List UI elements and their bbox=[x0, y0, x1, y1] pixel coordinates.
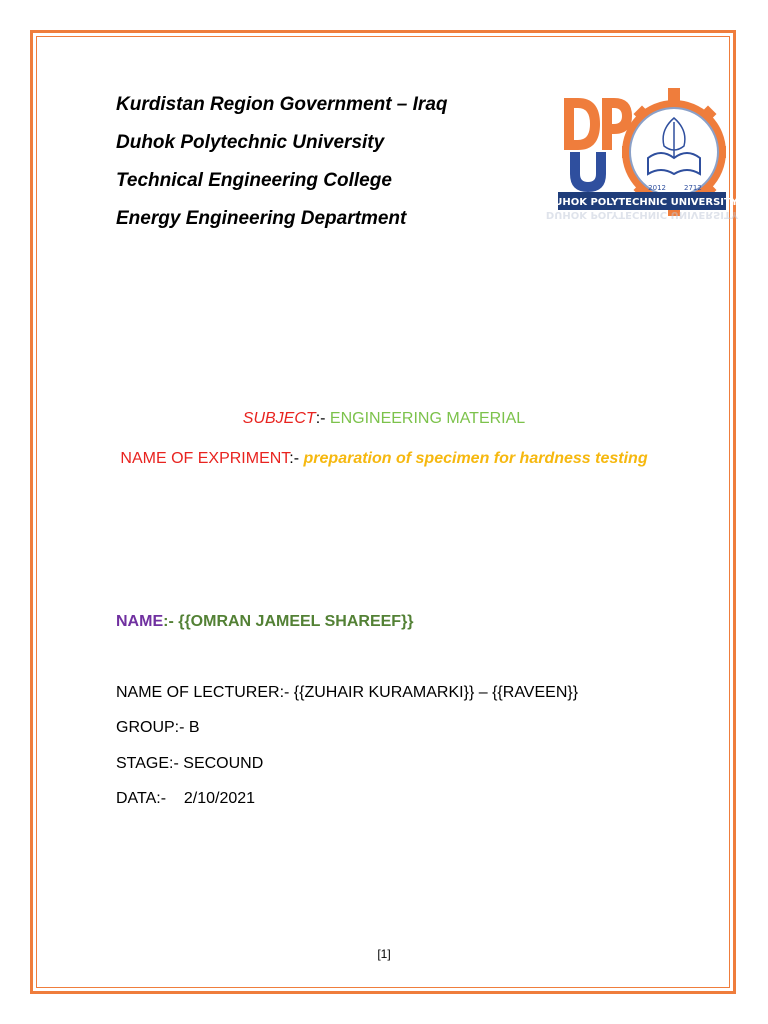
experiment-value: preparation of specimen for hardness testing bbox=[303, 450, 648, 467]
stage-line: STAGE:- SECOUND bbox=[116, 755, 264, 772]
subject-value: ENGINEERING MATERIAL bbox=[329, 410, 526, 427]
logo-letters bbox=[564, 98, 632, 192]
logo-year-right: 2712 bbox=[684, 184, 702, 192]
logo-year-left: 2012 bbox=[648, 184, 666, 192]
header-line-department: Energy Engineering Department bbox=[116, 208, 407, 229]
page-number: [1] bbox=[377, 947, 391, 961]
university-logo bbox=[545, 84, 739, 220]
date-line: DATA:- 2/10/2021 bbox=[116, 790, 256, 807]
experiment-separator: :- bbox=[289, 450, 304, 467]
logo-university-name: DUHOK POLYTECHNIC UNIVERSITY bbox=[545, 197, 739, 208]
lecturer-line: NAME OF LECTURER:- {{ZUHAIR KURAMARKI}} – {{RAVEEN}} bbox=[116, 684, 579, 701]
group-line: GROUP:- B bbox=[116, 719, 200, 736]
institution-header bbox=[116, 86, 448, 238]
student-name-separator: :- bbox=[163, 613, 179, 630]
subject-label: SUBJECT bbox=[242, 410, 316, 427]
student-name-label: NAME bbox=[116, 613, 164, 630]
student-name-line bbox=[116, 613, 414, 631]
student-name-value: {{OMRAN JAMEEL SHAREEF}} bbox=[178, 613, 414, 630]
experiment-label: NAME OF EXPRIMENT bbox=[120, 450, 290, 467]
logo-university-name-reflection: DUHOK POLYTECHNIC UNIVERSITY bbox=[545, 209, 739, 220]
experiment-line bbox=[100, 446, 668, 471]
header-line-college: Technical Engineering College bbox=[116, 170, 392, 191]
header-line-region: Kurdistan Region Government – Iraq bbox=[116, 94, 448, 115]
header-line-university: Duhok Polytechnic University bbox=[116, 132, 385, 153]
subject-line bbox=[100, 410, 668, 428]
subject-separator: :- bbox=[315, 410, 330, 427]
